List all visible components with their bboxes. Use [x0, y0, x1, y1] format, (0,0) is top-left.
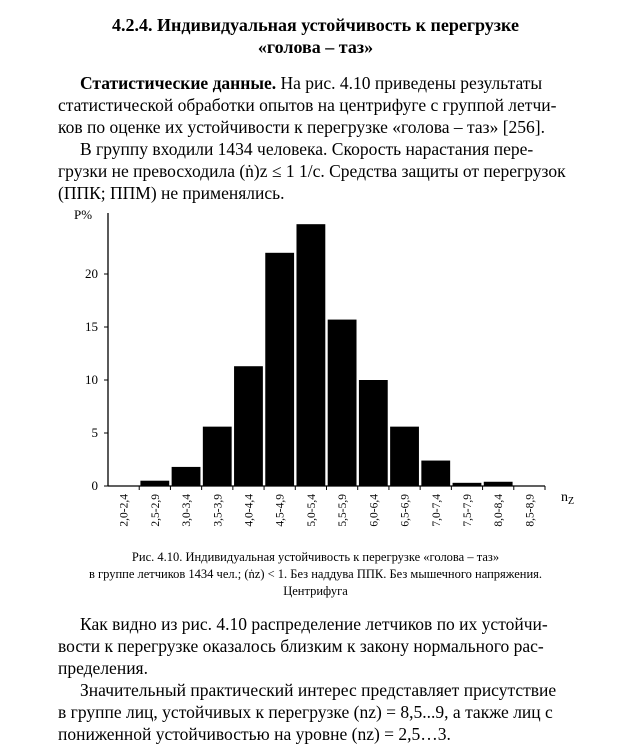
- paragraph-1-line-2: статистической обработки опытов на центрифуге с группой летчи-: [58, 95, 557, 115]
- x-tick-label: 3,5-3,9: [212, 494, 225, 527]
- y-axis-label: P%: [74, 207, 93, 222]
- x-tick-label: 4,0-4,4: [243, 494, 256, 527]
- x-tick-label: 7,0-7,4: [430, 494, 443, 527]
- bold-lead: Статистические данные.: [80, 73, 277, 93]
- histogram-chart: [0, 205, 631, 545]
- paragraph-1-line-1-rest: На рис. 4.10 приведены результаты: [276, 73, 543, 93]
- y-tick-label: 5: [91, 425, 98, 440]
- x-tick-label: 2,0-2,4: [118, 494, 131, 527]
- x-tick-label: 3,0-3,4: [181, 494, 194, 527]
- paragraph-3-line-1: Как видно из рис. 4.10 распределение летчиков по их устойчи-: [80, 614, 548, 634]
- paragraph-4-line-1: Значительный практический интерес представляет присутствие: [80, 680, 557, 700]
- paragraph-3-line-2: вости к перегрузке оказалось близким к закону нормального рас-: [58, 636, 544, 656]
- section-heading-line2: «голова – таз»: [257, 37, 374, 57]
- x-tick-label: 5,5-5,9: [337, 494, 350, 527]
- y-tick-label: 20: [85, 266, 98, 281]
- histogram-bar: [390, 427, 419, 486]
- x-tick-label: 6,0-6,4: [368, 494, 381, 527]
- figure-caption-line-2: в группе летчиков 1434 чел.; (ṅz) < 1. Без наддува ППК. Без мышечного напряжения.: [88, 567, 543, 581]
- figure-caption-line-1: Рис. 4.10. Индивидуальная устойчивость к перегрузке «голова – таз»: [131, 550, 500, 564]
- x-tick-label: 8,0-8,4: [493, 494, 506, 527]
- histogram-bar: [172, 467, 201, 486]
- y-tick-label: 15: [85, 319, 98, 334]
- histogram-bar: [234, 366, 263, 486]
- histogram-bar: [453, 483, 482, 486]
- paragraph-2-line-3: (ППК; ППМ) не применялись.: [58, 183, 285, 203]
- paragraph-3-line-3: пределения.: [58, 658, 148, 678]
- histogram-bar: [484, 482, 513, 486]
- histogram-bar: [296, 224, 325, 486]
- section-heading-line1: 4.2.4. Индивидуальная устойчивость к перегрузке: [112, 15, 519, 35]
- histogram-bar: [421, 461, 450, 486]
- histogram-bar: [359, 380, 388, 486]
- paragraph-2-line-2: грузки не превосходила (ṅ)z ≤ 1 1/с. Средства защиты от перегрузок: [58, 161, 566, 181]
- paragraph-4-line-3: пониженной устойчивостью на уровне (nz) = 2,5…3.: [58, 724, 451, 744]
- x-tick-label: 8,5-8,9: [524, 494, 537, 527]
- y-tick-label: 10: [85, 372, 98, 387]
- histogram-bar: [265, 253, 294, 486]
- paragraph-1-line-1: [80, 72, 606, 94]
- histogram-bar: [203, 427, 232, 486]
- x-axis-label: $n_Z$: [561, 490, 575, 507]
- x-tick-label: 2,5-2,9: [149, 494, 162, 527]
- figure-caption-line-3: Центрифуга: [283, 584, 348, 598]
- x-tick-label: 6,5-6,9: [399, 494, 412, 527]
- paragraph-1-line-3: ков по оценке их устойчивости к перегрузке «голова – таз» [256].: [58, 117, 545, 137]
- x-tick-label: 7,5-7,9: [461, 494, 474, 527]
- paragraph-4-line-2: в группе лиц, устойчивых к перегрузке (nz) = 8,5...9, а также лиц с: [58, 702, 553, 722]
- histogram-bar: [328, 320, 357, 486]
- histogram-bar: [140, 481, 169, 486]
- y-tick-label: 0: [91, 478, 98, 493]
- x-tick-label: 4,5-4,9: [274, 494, 287, 527]
- paragraph-2-line-1: В группу входили 1434 человека. Скорость нарастания пере-: [80, 139, 534, 159]
- x-tick-label: 5,0-5,4: [305, 494, 318, 527]
